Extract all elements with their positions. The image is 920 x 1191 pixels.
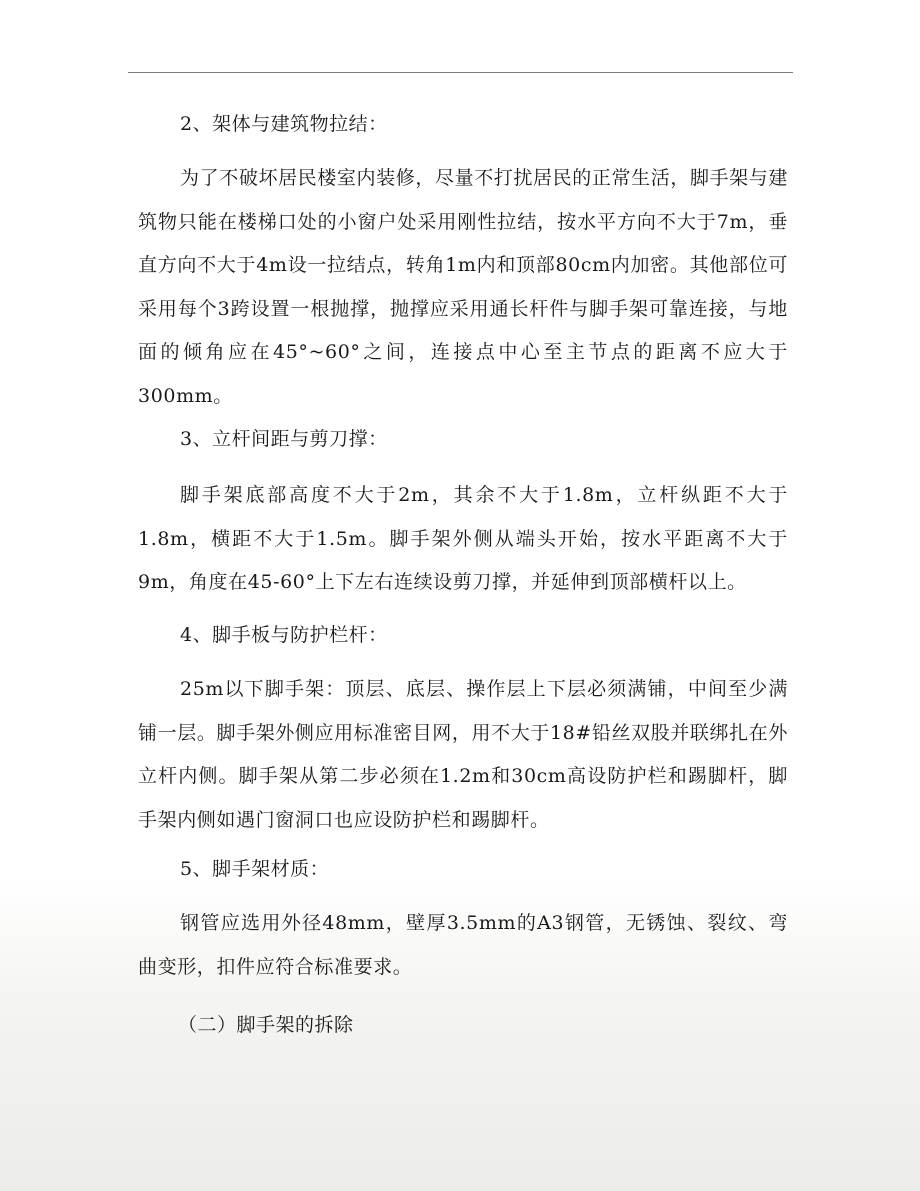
section-body: 为了不破坏居民楼室内装修，尽量不打扰居民的正常生活，脚手架与建筑物只能在楼梯口处的小窗户处采用刚性拉结，按水平方向不大于7m，垂直方向不大于4m设一拉结点，转角1m内和顶部80cm内加密。其他部位可采用每个3跨设置一根抛撑，抛撑应采用通长杆件与脚手架可靠连接，与地面的倾角应在45°~60°之间，连接点中心至主节点的距离不应大于300mm。 xyxy=(138,167,788,407)
section-body: 钢管应选用外径48mm，壁厚3.5mm的A3钢管，无锈蚀、裂纹、弯曲变形，扣件应符合标准要求。 xyxy=(138,912,788,978)
section-heading: 5、脚手架材质： xyxy=(180,858,330,880)
header-rule xyxy=(128,72,793,73)
subsection-title: （二）脚手架的拆除 xyxy=(178,1014,354,1036)
section-heading: 4、脚手板与防护栏杆： xyxy=(180,624,388,646)
section-body: 脚手架底部高度不大于2m，其余不大于1.8m，立杆纵距不大于1.8m，横距不大于1.5m。脚手架外侧从端头开始，按水平距离不大于9m，角度在45-60°上下左右连续设剪刀撑，并延伸到顶部横杆以上。 xyxy=(138,484,788,593)
section-heading: 3、立杆间距与剪刀撑： xyxy=(180,428,388,450)
section-body: 25m以下脚手架：顶层、底层、操作层上下层必须满铺，中间至少满铺一层。脚手架外侧应用标准密目网，用不大于18#铅丝双股并联绑扎在外立杆内侧。脚手架从第二步必须在1.2m和30cm高设防护栏和踢脚杆，脚手架内侧如遇门窗洞口也应设防护栏和踢脚杆。 xyxy=(138,678,788,831)
section-heading: 2、架体与建筑物拉结： xyxy=(180,113,388,135)
